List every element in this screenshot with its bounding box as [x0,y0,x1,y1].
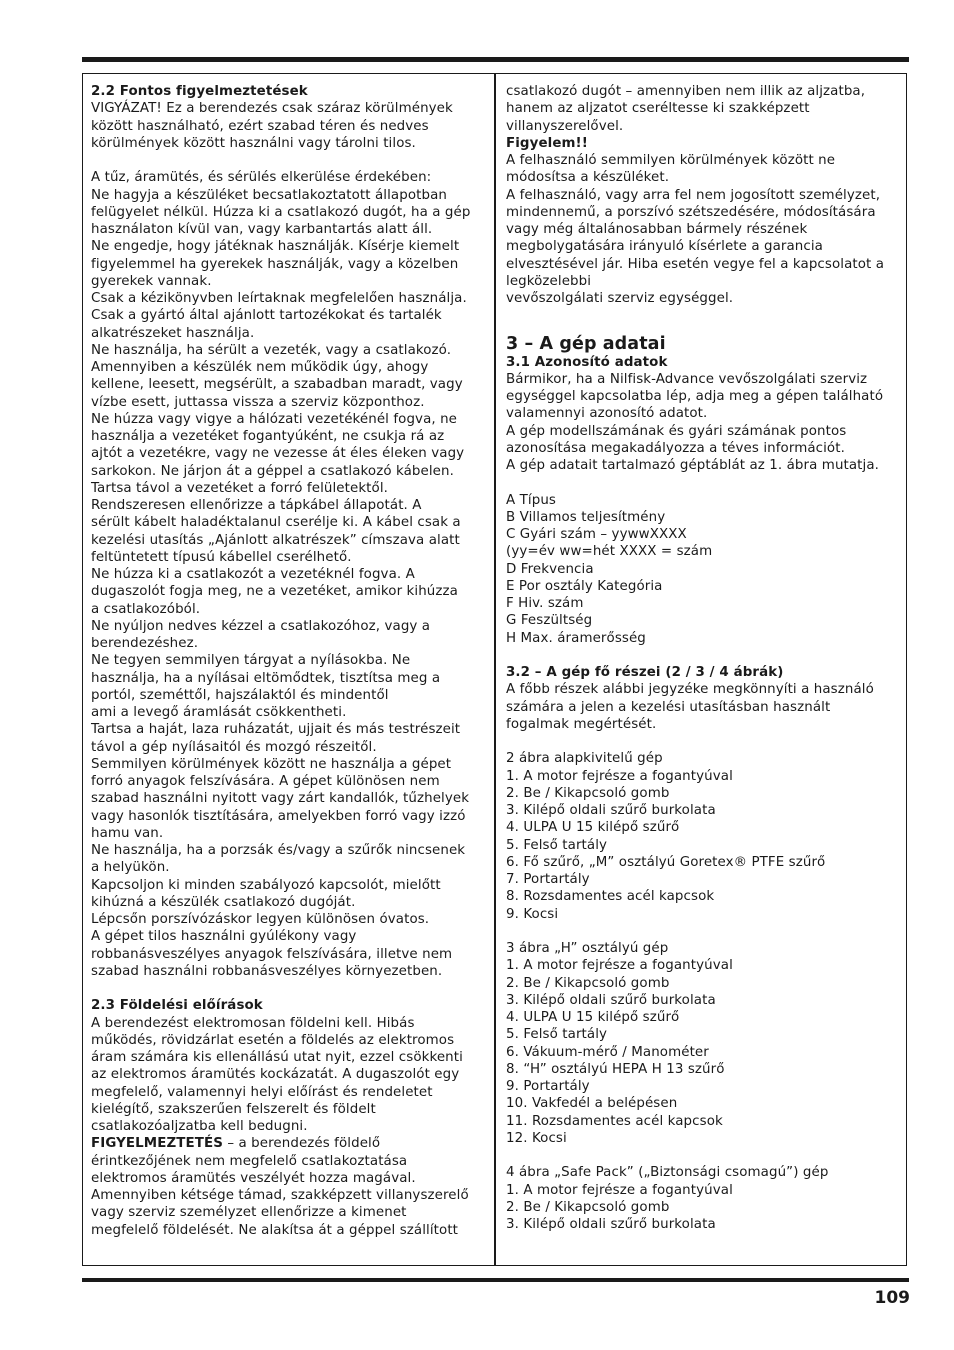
text-line: 1. A motor fejrésze a fogantyúval [506,1182,733,1198]
text-line: 2. Be / Kikapcsoló gomb [506,1199,670,1215]
text-line: 12. Kocsi [506,1130,567,1146]
warning-line [91,1135,491,1152]
section-3-2-title: 3.2 – A gép fő részei (2 / 3 / 4 ábrák) [506,665,784,680]
text-line: számára a jelen a kezelési utasításban használt [506,699,831,715]
text-line: használaton kívül van, vagy karbantartás alatt áll. [91,222,433,237]
text-line: 10. Vakfedél a belépésen [506,1096,678,1112]
text-line: A főbb részek alábbi jegyzéke megkönnyíti a használó [506,682,874,698]
text-line: legközelebbi [506,273,592,289]
text-line: A felhasználó semmilyen körülmények között ne [506,153,836,168]
text-line: dugaszolót fogja meg, ne a vezetéket, amikor kihúzza [91,584,458,600]
text-line [506,923,898,940]
text-line: Ne húzza ki a csatlakozót a vezetéknél fogva. A [91,567,415,582]
page-number: 109 [874,1288,910,1308]
section-2-3-body-cont [91,1153,491,1239]
text-line: áram számára kis ellenállású utat nyit, ezzel csökkenti [91,1050,463,1065]
text-line [91,152,491,169]
text-line: Semmilyen körülmények között ne használja a gépet [91,756,452,772]
text-line: elektromos áramütés veszélyét hozza magával. [91,1170,416,1186]
text-line: a csatlakozóból. [91,601,201,617]
text-line: vagy még általánosabban bármely részének [506,222,808,237]
text-line: kielégítő, szakszerűen felszerelt és földelt [91,1101,376,1117]
text-line: használja a vezetéket fogantyúként, ne csukja rá az [91,429,445,444]
top-rule [82,57,909,62]
attention-text [506,152,898,307]
text-line: 2. Be / Kikapcsoló gomb [506,975,670,991]
text-line: VIGYÁZAT! Ez a berendezés csak száraz körülmények [91,101,453,117]
text-line: sérült kábelt haladéktalanul cserélje ki. A kábel csak a [91,515,461,531]
text-line: ami a levegő áramlását csökkentheti. [91,705,347,720]
text-line: robbanásveszélyes anyagok felszívására, illetve nem [91,946,453,962]
text-line: 5. Felső tartály [506,1027,608,1043]
text-line: hanem az aljzatot cseréltesse ki szakképzett [506,101,810,117]
text-line: feltüntetett típusú kábellel cserélhető. [91,549,352,565]
text-line [506,733,898,750]
text-line: portól, szeméttől, hajszálaktól és mindentől [91,687,389,703]
section-2-3-title: 2.3 Földelési előírások [91,998,263,1014]
text-line: F Hiv. szám [506,596,584,611]
text-line: azonosítása megakadályozza a téves információt. [506,440,845,456]
text-line: kihúzná a készülék csatlakozó dugóját. [91,894,356,910]
text-line: 1. A motor fejrésze a fogantyúval [506,768,733,784]
section-3-1-body [506,371,898,647]
text-line: 4. ULPA U 15 kilépő szűrő [506,820,680,836]
text-line: A felhasználó, vagy arra fel nem jogosított személyzet, [506,187,881,203]
text-line [506,474,898,491]
text-line: Ne használja, ha a porzsák és/vagy a szűrők nincsenek [91,843,466,858]
warning-text: – a berendezés földelő [223,1136,381,1152]
text-line: Ne nyúljon nedves kézzel a csatlakozóhoz, vagy a [91,618,431,634]
text-line: villanyszerelővel. [506,118,624,134]
text-line: vagy szerviz személyzet ellenőrizze a kimenet [91,1205,407,1221]
text-line: 11. Rozsdamentes acél kapcsok [506,1113,723,1129]
text-line: szabad használni robbanásveszélyes környezetben. [91,963,443,979]
text-line: csatlakozó dugót – amennyiben nem illik az aljzatba, [506,84,866,99]
text-line: 7. Portartály [506,872,590,887]
text-line: Ne tegyen semmilyen tárgyat a nyílásokba. Ne [91,653,411,669]
text-line: 3. Kilépő oldali szűrő burkolata [506,992,716,1008]
text-line: H Max. áramerősség [506,630,646,646]
text-line: A gépet tilos használni gyúlékony vagy [91,929,357,945]
text-line: megbolygatására irányuló kísérlete a garancia [506,239,823,255]
text-line: Csak a gyártó által ajánlott tartozékokat és tartalék [91,308,442,324]
section-3-title: 3 – A gép adatai [506,333,666,354]
text-line: Amennyiben kétsége támad, szakképzett villanyszerelő [91,1188,469,1203]
text-line: 9. Portartály [506,1079,590,1094]
text-line: távol a gép nyílásaitól és mozgó részeitől. [91,739,377,755]
text-line: 3. Kilépő oldali szűrő burkolata [506,803,716,818]
text-line: ajtót a vezetékre, vagy ne vezesse át éles éleken vagy [91,446,465,462]
text-line: 3 ábra „H” osztályú gép [506,941,669,956]
text-line: 2. Be / Kikapcsoló gomb [506,785,670,801]
attention-label: Figyelem!! [506,135,588,151]
text-line: sarkokon. Ne járjon át a géppel a csatlakozó kábelen. [91,463,454,479]
section-2-2-title: 2.2 Fontos figyelmeztetések [91,84,308,99]
text-line: G Feszültség [506,613,593,629]
text-line: között használható, ezért szabad téren és nedves [91,118,429,134]
text-line: megfelelő földelését. Ne alakítsa át a géppel szállított [91,1222,459,1238]
text-line [506,1147,898,1164]
text-line: szabad használni nyitott vagy zárt kandallók, tűzhelyek [91,791,470,807]
text-line: Tartsa távol a vezetéket a forró felületektől. [91,480,388,496]
text-line: 4. ULPA U 15 kilépő szűrő [506,1010,680,1025]
text-line: berendezéshez. [91,636,199,651]
text-line: kezelési utasítás „Ajánlott alkatrészek” címszava alatt [91,532,460,548]
text-line: Bármikor, ha a Nilfisk-Advance vevőszolgálati szerviz [506,371,868,387]
text-line: Rendszeresen ellenőrizze a tápkábel állapotát. A [91,498,422,513]
left-column [91,83,491,1239]
text-line: A tűz, áramütés, és sérülés elkerülése érdekében: [91,170,432,186]
text-line: 4 ábra „Safe Pack” („Biztonsági csomagú”) gép [506,1165,829,1181]
text-line: hamu van. [91,825,164,841]
text-line: A gép adatait tartalmazó géptáblát az 1. ábra mutatja. [506,458,880,473]
right-column [506,83,898,1233]
text-line: működés, rövidzárlat esetén a földelés az elektromos [91,1032,455,1048]
text-line: (yy=év ww=hét XXXX = szám [506,544,713,560]
text-line: mindennemű, a porszívó szétszedésére, módosítására [506,204,876,220]
section-3-2-body [506,681,898,1233]
text-line: elvesztésével jár. Hiba esetén vegye fel a kapcsolatot a [506,256,885,272]
text-line: az elektromos áramütés kockázatát. A dugaszolót egy [91,1067,460,1083]
warning-label: FIGYELMEZTETÉS [91,1136,223,1152]
text-line: Ne engedje, hogy játéknak használják. Kísérje kiemelt [91,239,460,255]
text-line: figyelemmel ha gyerekek használják, vagy a közelben [91,256,459,272]
text-line: Ne húzza vagy vigye a hálózati vezetékénél fogva, ne [91,411,458,427]
text-line: C Gyári szám – yywwXXXX [506,527,687,542]
text-line: gyerekek vannak. [91,273,212,289]
text-line: a helyükön. [91,860,170,876]
text-line: Tartsa a haját, laza ruházatát, ujjait és más testrészeit [91,722,461,738]
text-line: 5. Felső tartály [506,837,608,853]
text-line: vevőszolgálati szerviz egységgel. [506,291,734,306]
bottom-rule [82,1278,909,1282]
text-line: Kapcsoljon ki minden szabályozó kapcsolót, mielőtt [91,877,441,893]
text-line: 2 ábra alapkivitelű gép [506,751,663,767]
text-line: használja, ha a nyílásai eltömődtek, tisztítsa meg a [91,670,441,686]
text-line: érintkezőjének nem megfelelő csatlakoztatása [91,1153,408,1169]
text-line: megfelelő, valamennyi helyi előírást és rendeletet [91,1084,433,1100]
text-line: forró anyagok felszívására. A gépet különösen nem [91,774,440,789]
text-line: A berendezést elektromosan földelni kell. Hibás [91,1015,415,1031]
text-line: Amennyiben a készülék nem működik úgy, ahogy [91,360,429,375]
text-line: 8. “H” osztályú HEPA H 13 szűrő [506,1061,725,1077]
section-2-3-body [91,1015,491,1136]
text-line: A gép modellszámának és gyári számának pontos [506,423,847,439]
text-line: D Frekvencia [506,561,594,577]
text-line: B Villamos teljesítmény [506,509,666,525]
column-divider [494,73,496,1266]
text-line: Lépcsőn porszívózáskor legyen különösen óvatos. [91,912,430,927]
text-line: 6. Fő szűrő, „M” osztályú Goretex® PTFE szűrő [506,854,826,870]
text-line: fogalmak megértését. [506,716,657,732]
text-line: vagy hasonlók tisztítására, amelyekben forró vagy izzó [91,808,466,824]
text-line: Ne hagyja a készüléket becsatlakoztatott állapotban [91,187,447,203]
continuation-text [506,83,898,135]
text-line: 8. Rozsdamentes acél kapcsok [506,889,715,905]
text-line: körülmények között használni vagy tárolni tilos. [91,135,416,151]
text-line: Csak a kézikönyvben leírtaknak megfelelően használja. [91,291,467,306]
section-2-2-body [91,100,491,980]
text-line: valamennyi azonosító adatot. [506,406,708,422]
text-line: 9. Kocsi [506,906,559,922]
text-line: 1. A motor fejrésze a fogantyúval [506,958,733,974]
text-line: A Típus [506,492,556,508]
text-line: 3. Kilépő oldali szűrő burkolata [506,1217,716,1232]
text-line: E Por osztály Kategória [506,578,663,594]
text-line: kellene, leesett, megsérült, a szabadban maradt, vagy [91,377,463,393]
text-line: módosítsa a készüléket. [506,170,670,186]
text-line: Ne használja, ha sérült a vezeték, vagy a csatlakozó. [91,342,452,358]
text-line: vízbe esett, juttassa vissza a szerviz központhoz. [91,394,425,410]
text-line: csatlakozóaljzatba kell bedugni. [91,1119,308,1134]
text-line: alkatrészeket használja. [91,325,255,341]
text-line: felügyelet nélkül. Húzza ki a csatlakozó dugót, ha a gép [91,204,471,220]
text-line: 6. Vákuum-mérő / Manométer [506,1044,709,1060]
text-line: egységgel kapcsolatba lép, adja meg a gépen található [506,389,884,404]
section-3-1-title: 3.1 Azonosító adatok [506,354,668,370]
